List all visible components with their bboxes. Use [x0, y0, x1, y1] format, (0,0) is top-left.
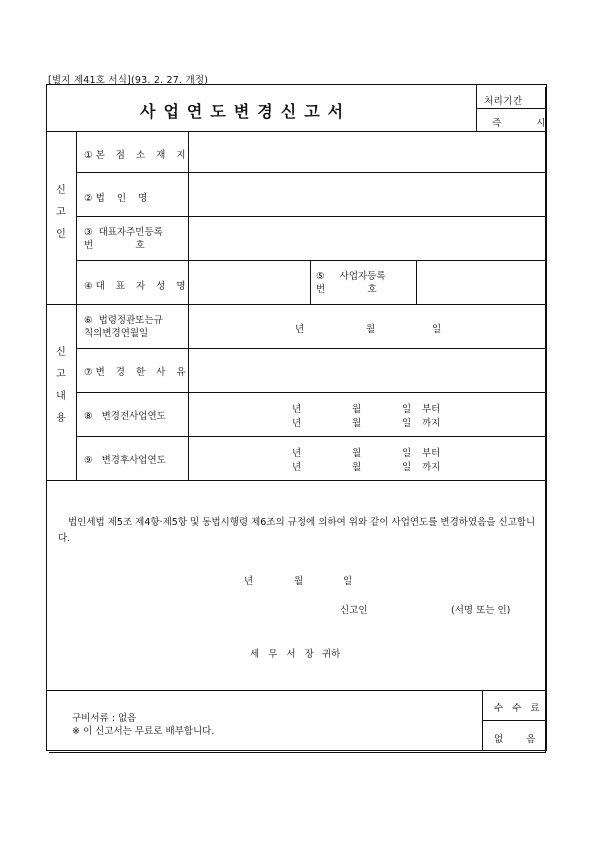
head-office-field[interactable]: [190, 133, 545, 171]
row-divider: [76, 260, 547, 261]
section-divider: [46, 480, 547, 481]
label-column-border: [188, 131, 189, 480]
row-divider: [76, 172, 547, 173]
field-split-border: [416, 260, 417, 304]
attachments-text: 구비서류 : 없음: [72, 713, 137, 724]
corp-name-field[interactable]: [190, 174, 545, 214]
prev-end-day[interactable]: 일: [402, 418, 412, 429]
submit-month[interactable]: 월: [294, 576, 304, 587]
new-end-month[interactable]: 월: [352, 462, 362, 473]
field-label-head-office: ① 본 점 소 재 지: [84, 150, 190, 161]
field-label-corp-name: ② 법 인 명: [84, 193, 148, 204]
rep-name-field[interactable]: [190, 262, 308, 302]
change-date-day[interactable]: 일: [432, 324, 442, 335]
prev-start-day[interactable]: 일: [402, 404, 412, 415]
declaration-statement: 법인세법 제5조 제4항·제5항 및 동법시행령 제6조의 규정에 의하여 위와 같이 사업연도를 변경하였음을 신고합니다.: [58, 517, 536, 544]
free-distribution-note: ※ 이 신고서는 무료로 배부합니다.: [72, 726, 215, 737]
content-side-label: 신 고 내 용: [56, 347, 66, 424]
new-from-label: 부터: [422, 448, 441, 459]
processing-border: [476, 84, 477, 131]
new-start-month[interactable]: 월: [352, 448, 362, 459]
form-title: 사업연도변경신고서: [140, 102, 352, 121]
prev-start-month[interactable]: 월: [352, 404, 362, 415]
row-divider: [76, 392, 547, 393]
processing-period-value: 즉 시: [492, 118, 562, 129]
processing-period-label: 처리기간: [484, 96, 523, 107]
new-start-year[interactable]: 년: [292, 448, 302, 459]
field-label-new-fiscal-year: ⑨ 변경후사업연도: [84, 455, 166, 466]
addressee-office: 세 무 서 장: [250, 649, 317, 660]
new-end-day[interactable]: 일: [402, 462, 412, 473]
field-label-biz-reg-no: ⑤ 사업자등록 번 호: [316, 271, 386, 295]
side-column-border: [76, 131, 77, 480]
field-split-border: [310, 260, 311, 304]
field-label-reason: ⑦ 변 경 한 사 유: [84, 367, 190, 378]
change-date-year[interactable]: 년: [295, 324, 305, 335]
reason-field[interactable]: [190, 350, 545, 390]
rep-resident-no-field[interactable]: [190, 218, 545, 258]
prev-from-label: 부터: [422, 404, 441, 415]
fee-divider: [482, 720, 547, 721]
form-caption: [별지 제41호 서식](93. 2. 27. 개정): [48, 75, 209, 86]
submit-year[interactable]: 년: [244, 576, 254, 587]
new-start-day[interactable]: 일: [402, 448, 412, 459]
new-to-label: 까지: [422, 462, 441, 473]
signer-sign-hint[interactable]: (서명 또는 인): [451, 605, 511, 616]
fee-label: 수 수 료: [494, 703, 543, 714]
prev-end-year[interactable]: 년: [292, 418, 302, 429]
row-divider: [76, 436, 547, 437]
row-divider: [76, 348, 547, 349]
title-divider: [46, 131, 547, 132]
signer-label: 신고인: [340, 605, 368, 616]
field-label-rep-name: ④ 대 표 자 성 명: [84, 281, 190, 292]
field-label-change-date: ⑥ 법령정관또는규 칙의변경연월일: [84, 315, 163, 339]
new-end-year[interactable]: 년: [292, 462, 302, 473]
row-divider: [76, 216, 547, 217]
fee-value: 없 음: [494, 734, 546, 745]
biz-reg-no-field[interactable]: [418, 262, 545, 302]
reporter-side-label: 신 고 인: [56, 185, 66, 240]
section-divider: [46, 304, 547, 305]
footer-divider: [46, 690, 547, 691]
addressee-honorific: 귀하: [322, 649, 341, 660]
fee-border: [482, 690, 483, 751]
change-date-month[interactable]: 월: [366, 324, 376, 335]
submit-day[interactable]: 일: [343, 576, 353, 587]
prev-end-month[interactable]: 월: [352, 418, 362, 429]
field-label-rep-resident-no: ③ 대표자주민등록 번 호: [84, 227, 163, 251]
prev-start-year[interactable]: 년: [292, 404, 302, 415]
prev-to-label: 까지: [422, 418, 441, 429]
field-label-prev-fiscal-year: ⑧ 변경전사업연도: [84, 411, 166, 422]
processing-divider: [476, 108, 547, 109]
